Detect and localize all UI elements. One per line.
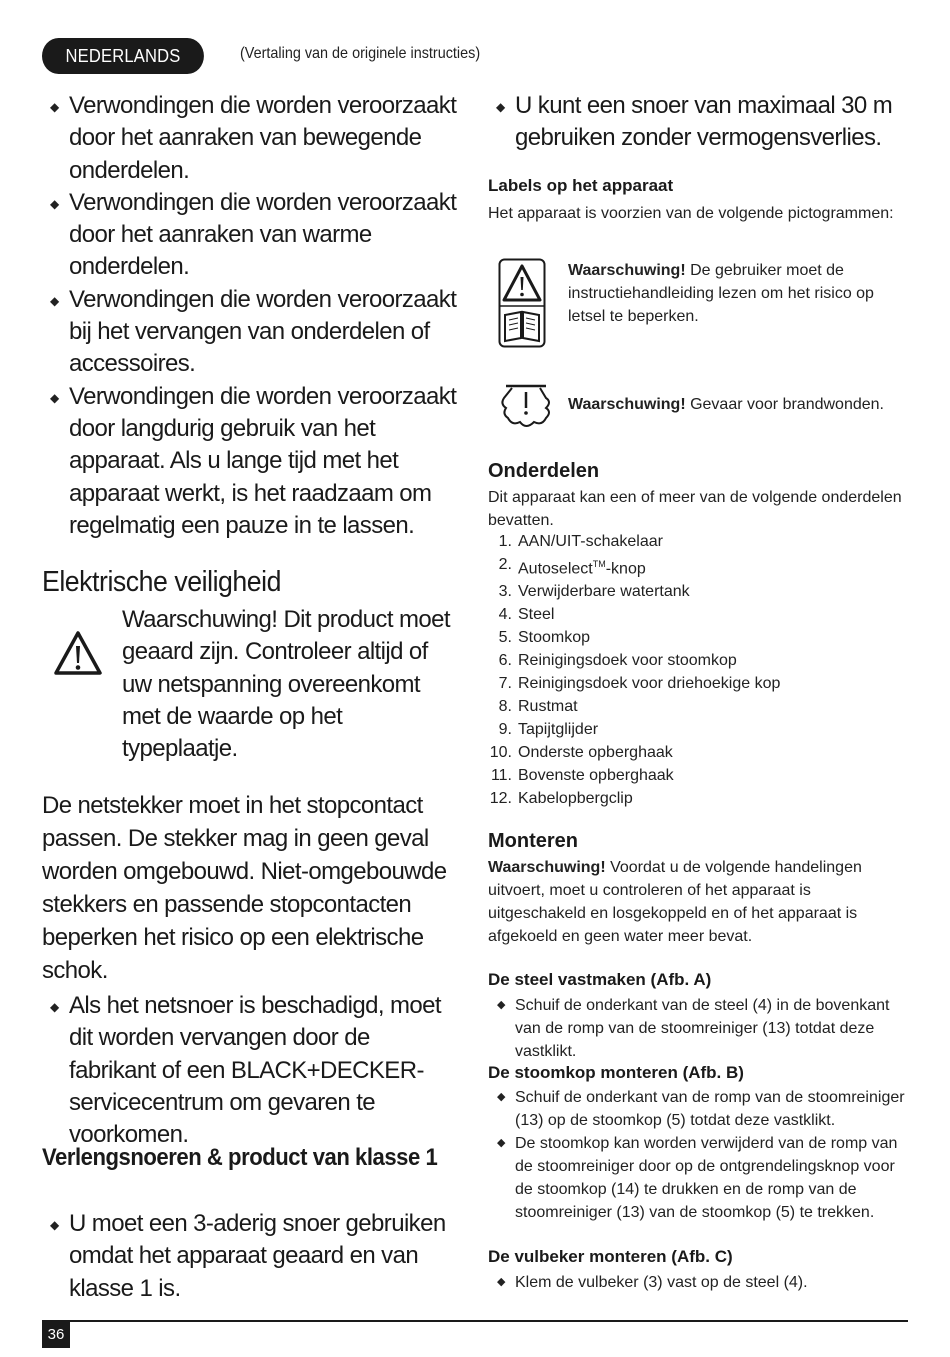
diamond-bullet-icon: ◆: [50, 196, 59, 211]
footer-rule: [42, 1320, 908, 1322]
electric-warning-text: Waarschuwing! Dit product moet geaard zijn. Controleer altijd of uw netspanning overeenkomt met de waarde op het typeplaatje.: [122, 606, 450, 763]
page-number: 36: [42, 1322, 70, 1348]
diamond-bullet-icon: ◆: [50, 100, 59, 114]
diamond-bullet-icon: ◆: [497, 1137, 506, 1149]
read-manual-icon: [498, 258, 546, 348]
hot-surface-icon: [498, 382, 554, 432]
picto-hot-text: Waarschuwing! Gevaar voor brandwonden.: [568, 396, 884, 413]
diamond-bullet-icon: ◆: [50, 390, 59, 405]
list-item: 10. Onderste opberghaak: [489, 744, 673, 762]
diamond-bullet-icon: ◆: [496, 100, 505, 114]
parts-intro: Dit apparaat kan een of meer van de volgende onderdelen bevatten.: [488, 489, 902, 529]
diamond-bullet-icon: ◆: [497, 1091, 506, 1103]
list-item: 11. Bovenste opberghaak: [490, 767, 674, 785]
assembly-warning: Waarschuwing! Voordat u de volgende handelingen uitvoert, moet u controleren of het apparaat is uitgeschakeld en losgekoppeld en of het apparaat is afgekoeld en geen water meer bevat.: [488, 859, 862, 945]
left-column: [42, 90, 462, 1302]
list-item: ◆ Verwondingen die worden veroorzaakt door langdurig gebruik van het apparaat. Als u lange tijd met het apparaat werkt, is het raadzaam om regelmatig een pauze in te lassen.: [50, 382, 457, 539]
cord-list: [488, 90, 908, 155]
language-badge: NEDERLANDS: [42, 38, 204, 74]
diamond-bullet-icon: ◆: [497, 1276, 506, 1288]
list-item: 9. Tapijtglijder: [498, 721, 599, 739]
list-item: 5. Stoomkop: [498, 629, 591, 647]
list-item: 4. Steel: [498, 606, 555, 624]
list-item: 6. Reinigingsdoek voor stoomkop: [498, 652, 737, 670]
list-item: ◆ Klem de vulbeker (3) vast op de steel (4).: [488, 1271, 908, 1294]
section-heading-electric: Elektrische veiligheid: [42, 566, 282, 598]
diamond-bullet-icon: ◆: [50, 1218, 59, 1232]
parts-list: [488, 530, 908, 810]
fill-cup-heading: De vulbeker monteren (Afb. C): [488, 1247, 733, 1266]
list-item: 12. Kabelopbergclip: [489, 790, 633, 808]
list-item: ◆ U moet een 3-aderig snoer gebruiken omdat het apparaat geaard en van klasse 1 is.: [50, 1210, 446, 1302]
fill-cup-list: [488, 1271, 908, 1294]
assembly-heading: Monteren: [488, 830, 578, 852]
labels-heading: Labels op het apparaat: [488, 176, 674, 195]
steam-head-heading: De stoomkop monteren (Afb. B): [488, 1063, 744, 1082]
diamond-bullet-icon: ◆: [50, 293, 59, 308]
list-item: ◆ Als het netsnoer is beschadigd, moet dit worden vervangen door de fabrikant of een BLACK+DECKER-servicecentrum om gevaren te voorkomen.: [50, 992, 441, 1149]
steel-list: [488, 994, 908, 1063]
diamond-bullet-icon: ◆: [50, 1000, 59, 1014]
list-item: ◆ Schuif de onderkant van de romp van de stoomreiniger (13) op de stoomkop (5) totdat deze vastklikt.: [488, 1086, 908, 1132]
steam-head-list: [488, 1086, 908, 1224]
picto-manual-text: Waarschuwing! De gebruiker moet de instructiehandleiding lezen om het risico op letsel te beperken.: [568, 262, 874, 325]
list-item: ◆ Verwondingen die worden veroorzaakt bij het vervangen van onderdelen of accessoires.: [50, 285, 457, 378]
warning-triangle-icon: [54, 630, 102, 676]
list-item: ◆ U kunt een snoer van maximaal 30 m gebruiken zonder vermogensverlies.: [496, 92, 893, 152]
list-item: 3. Verwijderbare watertank: [498, 583, 690, 601]
list-item: 2. Autoselect™-knop: [498, 556, 646, 578]
right-column: [488, 90, 908, 1291]
list-item: 8. Rustmat: [498, 698, 578, 716]
hazard-list: [42, 90, 462, 542]
section-heading-extension: Verlengsnoeren & product van klasse 1: [42, 1144, 438, 1171]
list-item: 1. AAN/UIT-schakelaar: [498, 533, 663, 550]
translation-note: (Vertaling van de originele instructies): [240, 45, 481, 62]
list-item: 7. Reinigingsdoek voor driehoekige kop: [498, 675, 781, 693]
diamond-bullet-icon: ◆: [497, 999, 506, 1011]
labels-intro: Het apparaat is voorzien van de volgende pictogrammen:: [488, 205, 894, 222]
list-item: ◆ Verwondingen die worden veroorzaakt door het aanraken van bewegende onderdelen.: [50, 92, 457, 184]
steel-heading: De steel vastmaken (Afb. A): [488, 970, 712, 989]
extension-list: [42, 1208, 462, 1305]
plug-list: [42, 990, 462, 1151]
list-item: ◆ De stoomkop kan worden verwijderd van de romp van de stoomreiniger door op de ontgrendelingsknop voor de stoomkop (14) te drukken en de romp van de stoomreiniger (13) van de stoomkop (5) te trekken.: [488, 1132, 908, 1224]
list-item: ◆ Schuif de onderkant van de steel (4) in de bovenkant van de romp van de stoomreiniger (13) totdat deze vastklikt.: [488, 994, 908, 1063]
plug-paragraph: De netstekker moet in het stopcontact passen. De stekker mag in geen geval worden omgebouwd. Niet-omgebouwde stekkers en passende stopcontacten beperken het risico op een elektrische schok.: [42, 792, 447, 984]
parts-heading: Onderdelen: [488, 460, 600, 482]
list-item: ◆ Verwondingen die worden veroorzaakt door het aanraken van warme onderdelen.: [50, 188, 457, 281]
